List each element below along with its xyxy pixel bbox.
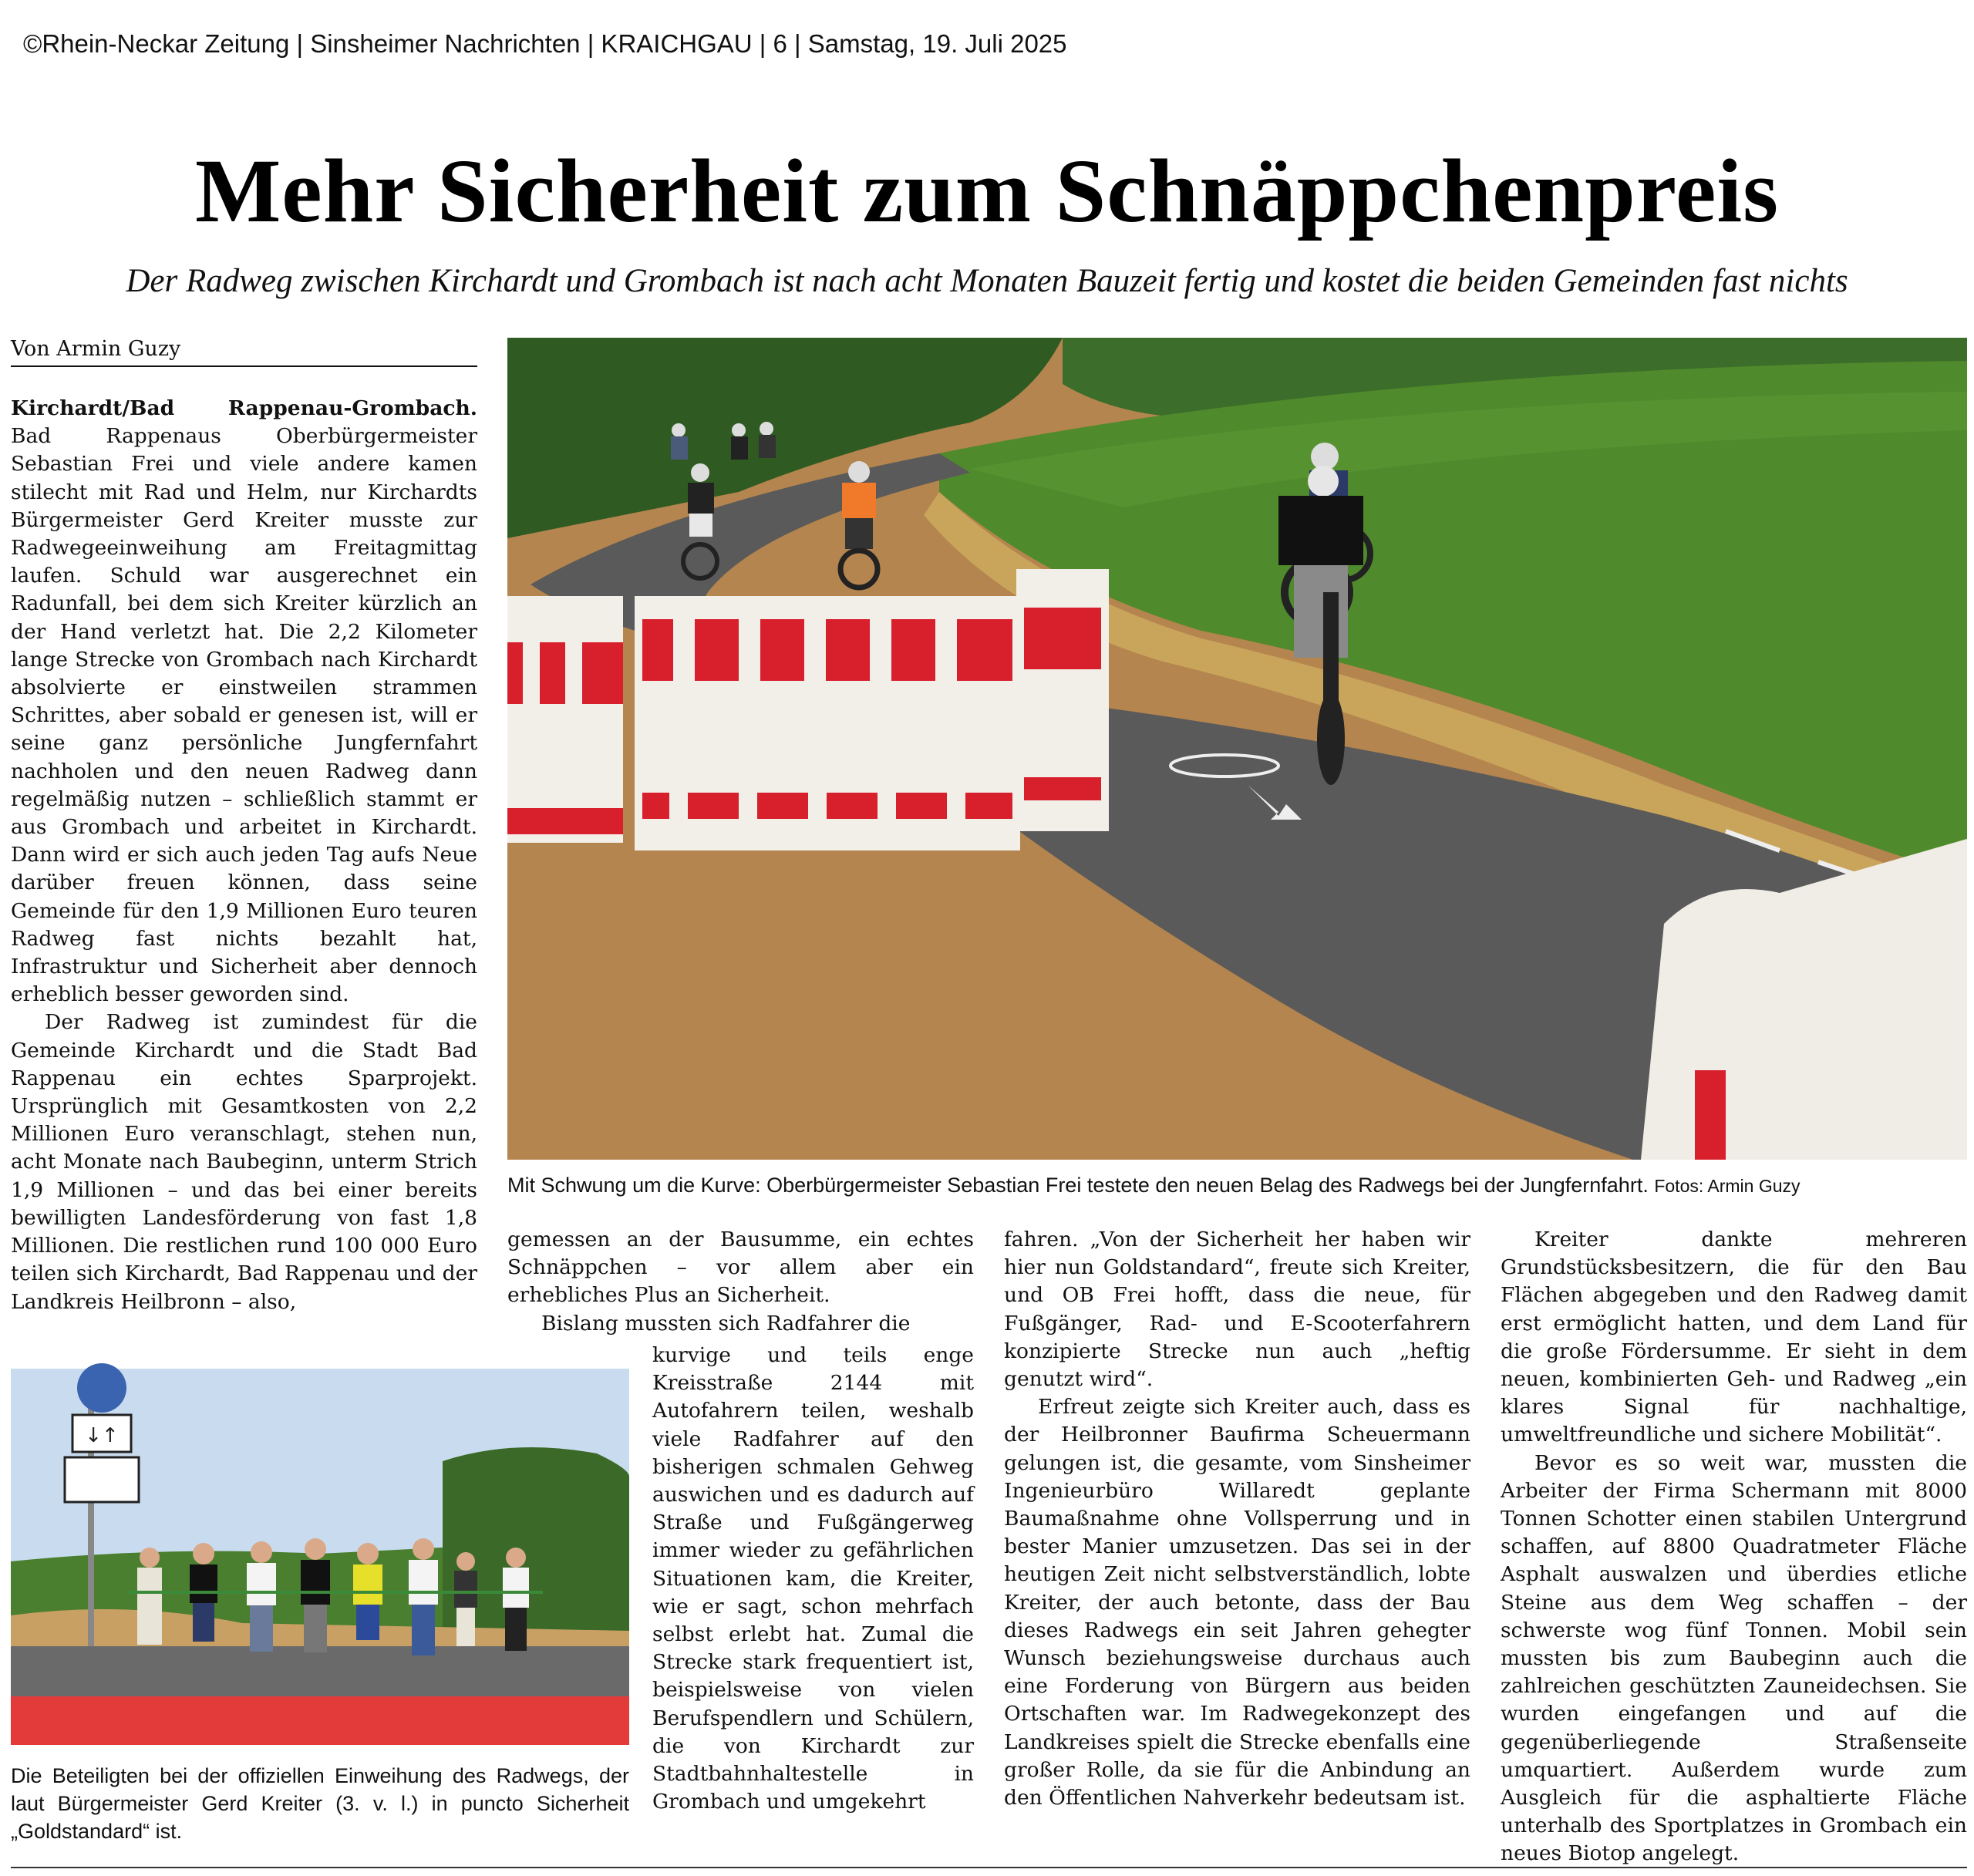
article-column-1 [11, 395, 477, 1343]
article-column-2-narrow [652, 1342, 974, 1851]
headline: Mehr Sicherheit zum Schnäppchenpreis [194, 140, 1780, 241]
paragraph: Kirchardt/Bad Rappenau-Grombach. Bad Rappenaus Oberbürgermeister Sebastian Frei und viele andere kamen stilecht mit Rad und Helm, nur Kirchardts Bürgermeister Gerd Kreiter musste zur Radwegeeinweihung am Freitagmittag laufen. Schuld war ausgerechnet ein Radunfall, bei dem sich Kreiter kürzlich an der Hand verletzt hat. Die 2,2 Kilometer lange Strecke von Grombach nach Kirchardt absolvierte er einstweilen strammen Schrittes, aber sobald er genesen ist, will er seine ganz persönliche Jungfernfahrt nachholen und den neuen Radweg dann regelmäßig nutzen – schließlich stammt er aus Grombach und arbeitet in Kirchardt. Dann wird er sich auch jeden Tag aufs Neue darüber freuen können, dass seine Gemeinde für den 1,9 Millionen Euro teuren Radweg fast nichts bezahlt hat, Infrastruktur und Sicherheit aber dennoch erheblich besser geworden sind. [11, 396, 477, 1007]
paragraph: gemessen an der Bausumme, ein echtes Schnäppchen – vor allem aber ein erhebliches Plus an Sicherheit. [507, 1228, 974, 1308]
paragraph: Kreiter dankte mehreren Grundstücksbesitzern, die für den Bau Flächen abgegeben und den Radweg damit erst ermöglicht hatten, und dem Land für die große Fördersumme. Er sieht in dem neuen, kombinierten Geh- und Radweg „ein klares Signal für nachhaltige, umweltfreundliche und sichere Mobilität“. [1501, 1228, 1967, 1447]
article-column-3 [1004, 1226, 1470, 1843]
paragraph: kurvige und teils enge Kreisstraße 2144 mit Autofahrern teilen, weshalb viele Radfahrer auf den bisherigen schmalen Gehweg auswichen und es dadurch auf Straße und Fußgängerweg immer wieder zu gefährlichen Situationen kam, die Kreiter, wie er sagt, schon mehrfach selbst erlebt hat. Zumal die Strecke stark frequentiert ist, beispielsweise von vielen Berufspendlern und Schülern, die von Kirchardt zur Stadtbahnhaltestelle in Grombach und umgekehrt [652, 1343, 974, 1814]
paragraph: Erfreut zeigte sich Kreiter auch, dass es der Heilbronner Baufirma Scheuermann gelungen ist, die gesamte, vom Sinsheimer Ingenieurbüro Willaredt geplante Baumaßnahme ohne Vollsperrung und in bester Manier umzusetzen. Das sei in der heutigen Zeit nicht selbstverständlich, lobte Kreiter, der auch betonte, dass der Bau dieses Radwegs ein seit Jahren gehegter Wunsch beziehungsweise durchaus auch eine Forderung von Bürgern aus beiden Ortschaften war. Im Radwegekonzept des Landkreises spielt die Strecke ebenfalls eine großer Rolle, da sie für die Anbindung an den Öffentlichen Nahverkehr bedeutsam ist. [1004, 1395, 1470, 1810]
dateline: Kirchardt/Bad Rappenau-Grombach. [11, 396, 477, 420]
paragraph: fahren. „Von der Sicherheit her haben wir hier nun Goldstandard“, freute sich Kreiter, und OB Frei hofft, dass die neue, für Fußgänger, Rad- und E-Scooterfahrern konzipierte Strecke nun auch „heftig genutzt wird“. [1004, 1228, 1470, 1392]
small-photo-caption: Die Beteiligten bei der offiziellen Einweihung des Radwegs, der laut Bürgermeister Gerd Kreiter (3. v. l.) in puncto Sicherheit „Goldstandard“ ist. [11, 1764, 629, 1843]
svg-text:↓↑: ↓↑ [85, 1424, 119, 1447]
subheadline: Der Radweg zwischen Kirchardt und Grombach ist nach acht Monaten Bauzeit fertig und kostet die beiden Gemeinden fast nichts [126, 263, 1848, 299]
masthead: ©Rhein-Neckar Zeitung | Sinsheimer Nachrichten | KRAICHGAU | 6 | Samstag, 19. Juli 2025 [23, 29, 1067, 58]
paragraph: Bevor es so weit war, mussten die Arbeiter der Firma Schermann mit 8000 Tonnen Schotter einen stabilen Untergrund schaffen, auf 8800 Quadratmeter Fläche Asphalt auswalzen und überdies etliche Steine aus dem Weg schaffen – der schwerste wog fünf Tonnen. Mobil sein mussten bis zum Baubeginn auch die zahlreichen geschützten Zauneidechsen. Sie wurden eingefangen und auf die gegenüberliegende Straßenseite umquartiert. Außerdem wurde zum Ausgleich für die asphaltierte Fläche unterhalb des Sportplatzes in Grombach ein neues Biotop angelegt. [1501, 1450, 1967, 1866]
barrier [1016, 569, 1109, 831]
article-column-2-top [507, 1226, 974, 1342]
main-photo-caption: Mit Schwung um die Kurve: Oberbürgermeister Sebastian Frei testete den neuen Belag des Radwegs bei der Jungfernfahrt. Fotos: Armin Guzy [507, 1174, 1801, 1197]
photo-credit: Fotos: Armin Guzy [1654, 1176, 1801, 1196]
barrier [507, 596, 623, 843]
barrier [635, 596, 1020, 850]
paragraph: Bislang mussten sich Radfahrer die [541, 1311, 911, 1335]
main-photo [507, 338, 1967, 1160]
byline: Von Armin Guzy [11, 337, 477, 367]
article-column-4 [1501, 1226, 1967, 1866]
bottom-rule [11, 1867, 1967, 1868]
paragraph: Der Radweg ist zumindest für die Gemeinde Kirchardt und die Stadt Bad Rappenau ein echtes Sparprojekt. Ursprünglich mit Gesamtkosten von 2,2 Millionen Euro veranschlagt, stehen nun, acht Monate nach Baubeginn, unterm Strich 1,9 Millionen – und das bei einer bereits bewilligten Landesförderung von fast 1,8 Millionen. Die restlichen rund 100 000 Euro teilen sich Kirchardt, Bad Rappenau und der Landkreis Heilbronn – also, [11, 1010, 477, 1314]
small-photo [11, 1369, 629, 1745]
